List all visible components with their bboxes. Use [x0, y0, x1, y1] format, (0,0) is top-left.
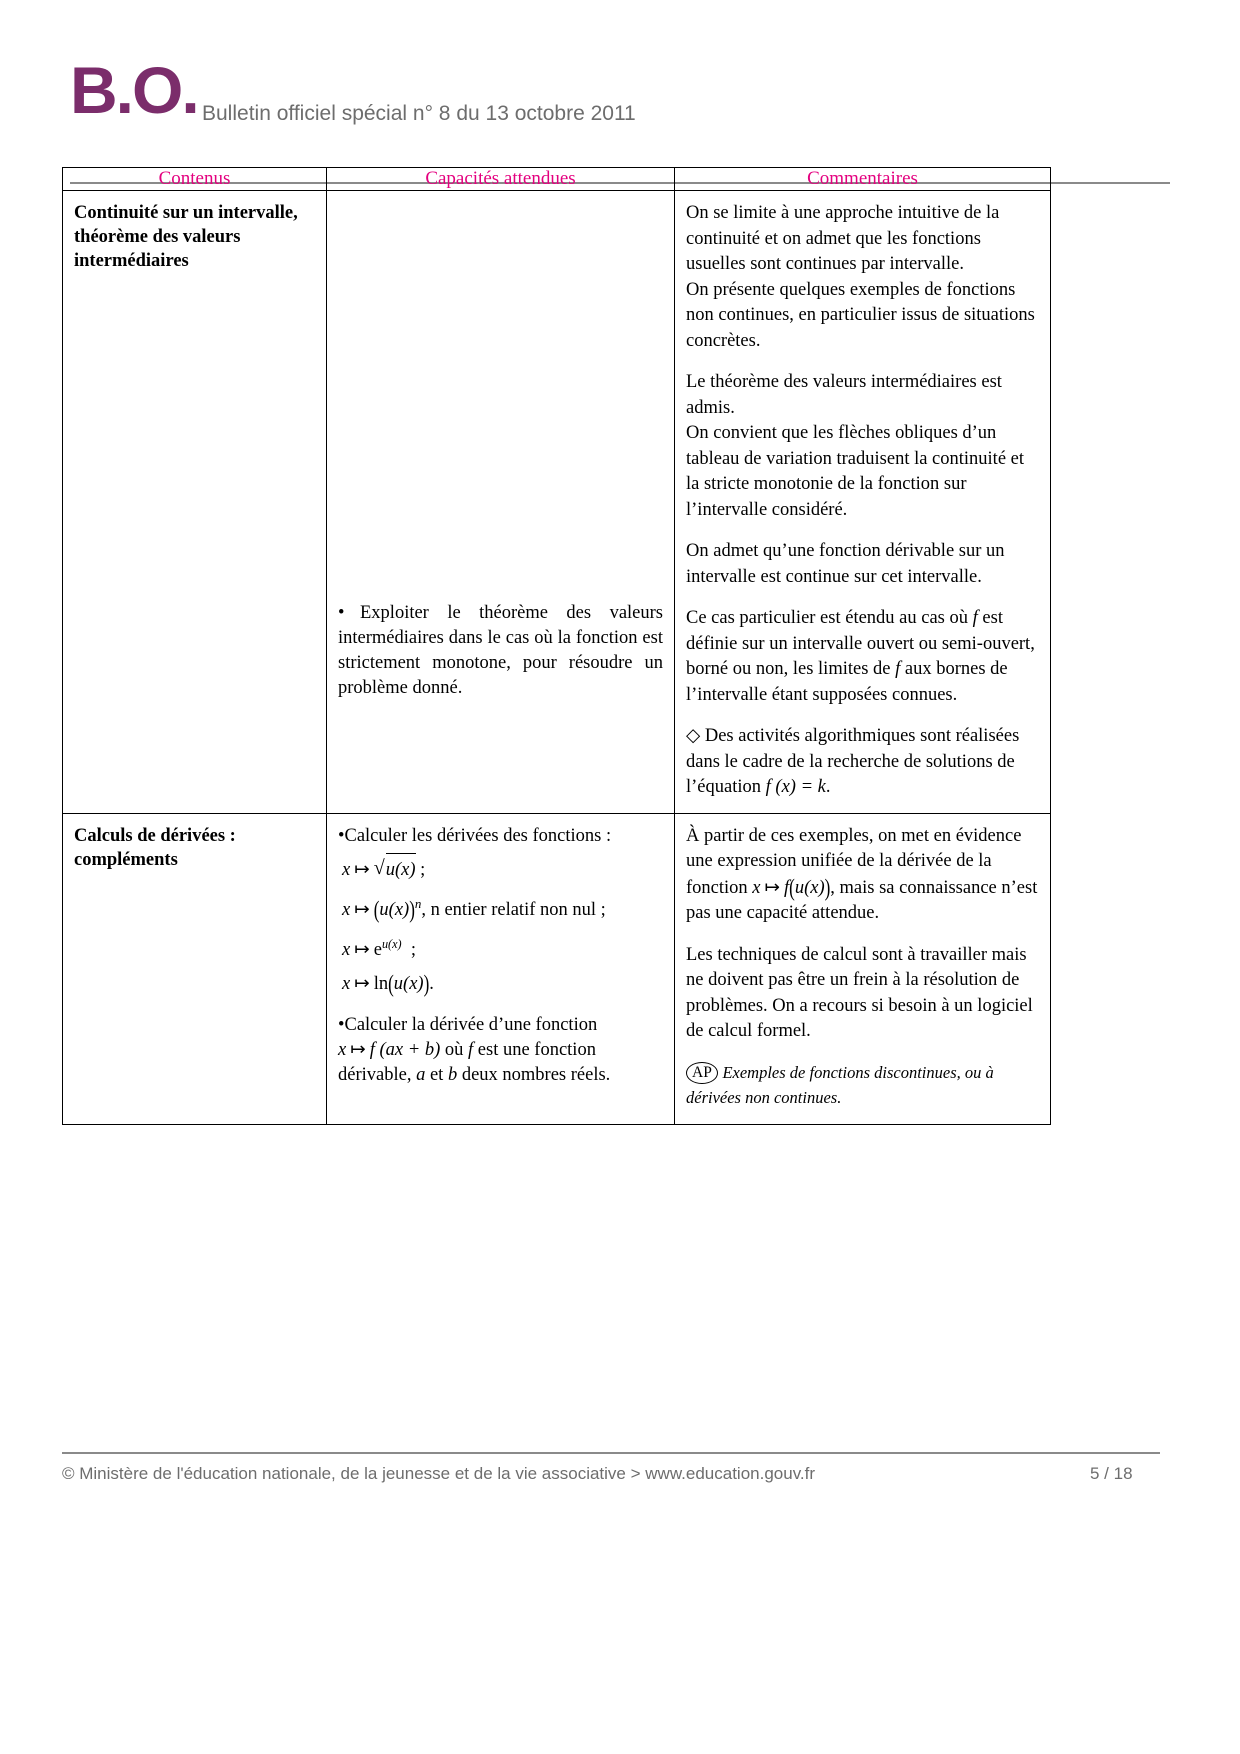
column-header-capacites: Capacités attendues — [327, 168, 675, 191]
commentaire-text: . — [825, 777, 831, 797]
math-exponent-n: n — [414, 895, 422, 911]
commentaire-text: ◇ Des activités algorithmiques sont réalisées dans le cadre de la recherche de solutions de l’équation — [686, 726, 1020, 797]
paren-close: ) — [824, 873, 831, 901]
math-exponent-ux: u(x) — [381, 936, 402, 951]
capacites-content-2 — [327, 814, 674, 1100]
page-header — [70, 55, 1170, 140]
capacites-text: et — [429, 1064, 444, 1085]
math-line-ln — [342, 969, 663, 999]
paren-open: ( — [388, 969, 394, 997]
paren-close: ) — [409, 895, 415, 923]
commentaire-paragraph-math — [686, 606, 1039, 708]
math-variable-f: f — [895, 659, 901, 679]
commentaires-content-1 — [675, 191, 1050, 813]
spacer — [338, 201, 663, 601]
spacer — [338, 999, 663, 1013]
commentaire-text: est définie sur un intervalle ouvert ou semi-ouvert, borné ou non, les limites de — [686, 608, 1035, 679]
math-expr-faxb: f (ax + b) — [369, 1039, 441, 1060]
math-variable-f: f — [784, 877, 790, 898]
mapsto-icon: ↦ — [354, 899, 370, 920]
commentaire-paragraph-algo — [686, 724, 1039, 801]
cell-capacites-2 — [327, 813, 675, 1124]
commentaire-text: , mais sa connaissance n’est pas une capacité attendue. — [686, 877, 1038, 923]
table-row — [63, 191, 1051, 814]
math-equation-fxk: f (x) = k — [765, 777, 826, 797]
commentaire-paragraph — [686, 539, 1039, 590]
header-title: Bulletin officiel spécial n° 8 du 13 octobre 2011 — [202, 102, 636, 125]
paren-open: ( — [373, 895, 380, 923]
cell-commentaires-1 — [675, 191, 1051, 814]
column-header-commentaires: Commentaires — [675, 168, 1051, 191]
commentaire-paragraph — [686, 370, 1039, 523]
math-variable-x: x — [338, 1039, 347, 1060]
footer-page-number: 5 / 18 — [1090, 1464, 1133, 1483]
commentaire-text: On présente quelques exemples de fonctions non continues, en particulier issus de situations concrètes. — [686, 279, 1035, 351]
contenus-text-1: Continuité sur un intervalle, théorème des valeurs intermédiaires — [74, 203, 298, 271]
math-fn-ln: ln — [373, 973, 389, 994]
math-expr-ux: u(x) — [794, 877, 825, 898]
commentaire-paragraph-math — [686, 824, 1039, 927]
capacites-bullet-2b — [338, 1013, 663, 1038]
capacites-bullet-2a — [338, 824, 663, 849]
math-variable-x: x — [342, 973, 351, 994]
bullet-dot-icon: • — [338, 825, 345, 846]
commentaire-text: Ce cas particulier est étendu au cas où — [686, 608, 969, 628]
column-header-contenus: Contenus — [63, 168, 327, 191]
sqrt-icon — [374, 853, 416, 885]
capacites-bullet-text-2a: Calculer les dérivées des fonctions : — [344, 825, 612, 846]
commentaire-text: À partir de ces exemples, on met en évidence une expression unifiée de la dérivée de la fonction — [686, 825, 1022, 898]
bullet-dot-icon: • — [338, 603, 345, 623]
commentaire-text: On admet qu’une fonction dérivable sur un intervalle est continue sur cet intervalle. — [686, 541, 1005, 587]
cell-commentaires-2 — [675, 813, 1051, 1124]
commentaires-content-2 — [675, 814, 1050, 1124]
math-expr-ux: u(x) — [386, 853, 416, 885]
math-line-power — [342, 889, 663, 925]
commentaire-ap-note — [686, 1061, 1039, 1112]
math-expr-ux: u(x) — [379, 899, 410, 920]
capacites-text: deux nombres réels. — [461, 1064, 611, 1085]
math-punct: ; — [410, 939, 416, 960]
cell-contenus-2 — [63, 813, 327, 1124]
bo-logo: B.O. — [70, 53, 198, 127]
commentaire-text: On se limite à une approche intuitive de la continuité et on admet que les fonctions usuelles sont continues par intervalle. — [686, 203, 1000, 274]
paren-open: ( — [789, 873, 795, 901]
math-variable-x: x — [342, 939, 351, 960]
paren-close: ) — [423, 969, 430, 997]
math-variable-f: f — [972, 608, 978, 628]
mapsto-icon: ↦ — [354, 973, 370, 994]
math-variable-f: f — [468, 1039, 474, 1060]
math-line-exp — [342, 929, 663, 965]
commentaire-paragraph — [686, 201, 1039, 354]
ap-note-text: Exemples de fonctions discontinues, ou à dérivées non continues. — [686, 1062, 994, 1107]
bullet-dot-icon: • — [338, 1014, 345, 1035]
commentaire-text: aux bornes de l’intervalle étant supposées connues. — [686, 659, 1008, 705]
commentaire-text: Le théorème des valeurs intermédiaires est admis. — [686, 372, 1002, 418]
capacites-text: est une fonction dérivable, — [338, 1039, 596, 1085]
math-variable-x: x — [752, 877, 761, 898]
footer-copyright: © Ministère de l'éducation nationale, de la jeunesse et de la vie associative > www.education.gouv.fr — [62, 1464, 816, 1483]
math-variable-x: x — [342, 859, 351, 880]
math-punct: . — [429, 973, 434, 994]
ap-badge-icon: AP — [686, 1062, 718, 1084]
capacites-bullet-1 — [338, 601, 663, 701]
cell-capacites-1 — [327, 191, 675, 814]
table-header-row — [63, 168, 1051, 191]
commentaire-text: Les techniques de calcul sont à travailler mais ne doivent pas être un frein à la résolution de problèmes. On a recours si besoin à un logiciel de calcul formel. — [686, 944, 1033, 1041]
mapsto-icon: ↦ — [350, 1039, 366, 1060]
mapsto-icon: ↦ — [764, 877, 781, 898]
math-punct: ; — [420, 859, 426, 880]
capacites-bullet-text-2b: Calculer la dérivée d’une fonction — [344, 1014, 598, 1035]
math-expr-ux: u(x) — [393, 973, 424, 994]
cell-contenus-1 — [63, 191, 327, 814]
table-row — [63, 813, 1051, 1124]
capacites-bullet-2b-cont — [338, 1038, 663, 1088]
capacites-content-1 — [327, 191, 674, 713]
math-variable-x: x — [342, 899, 351, 920]
programme-table — [62, 167, 1051, 1125]
contenus-text-2: Calculs de dérivées : compléments — [74, 825, 236, 870]
capacites-text: où — [444, 1039, 464, 1060]
math-tail-text: , n entier relatif non nul ; — [421, 899, 606, 920]
math-variable-a: a — [416, 1064, 426, 1085]
math-line-sqrt — [342, 853, 663, 885]
commentaire-paragraph — [686, 943, 1039, 1045]
footer-divider — [62, 1452, 1160, 1454]
commentaire-text: On convient que les flèches obliques d’un tableau de variation traduisent la continuité et la stricte monotonie de la fonction sur l’intervalle considéré. — [686, 423, 1025, 520]
mapsto-icon: ↦ — [354, 939, 370, 960]
mapsto-icon: ↦ — [354, 859, 370, 880]
math-variable-b: b — [447, 1064, 458, 1085]
math-base-e: e — [373, 939, 382, 960]
capacites-bullet-text-1: Exploiter le théorème des valeurs intermédiaires dans le cas où la fonction est strictement monotone, pour résoudre un problème donné. — [338, 603, 663, 698]
